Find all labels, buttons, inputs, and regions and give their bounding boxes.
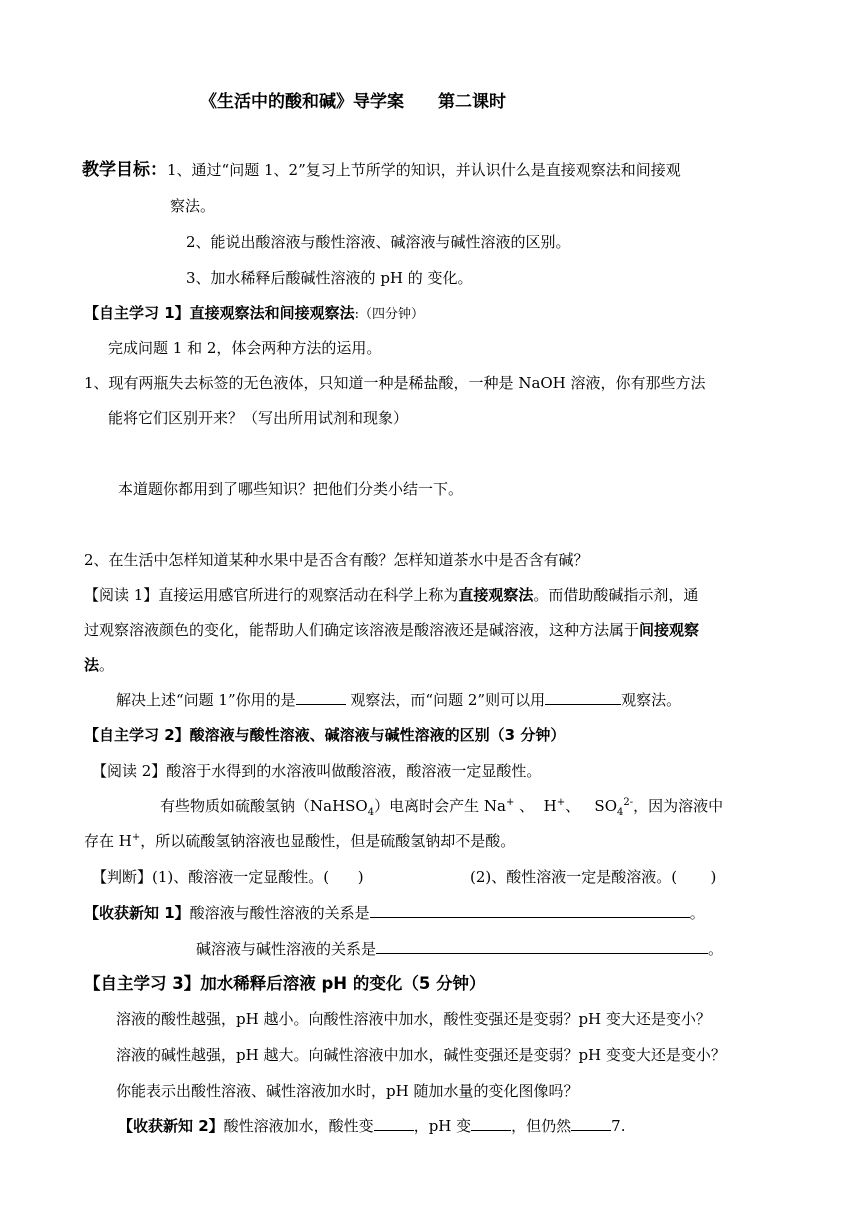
- blank-method-2[interactable]: [545, 690, 621, 705]
- fill-blank-methods: 解决上述“问题 1”你用的是 观察法，而“问题 2”则可以用 观察法。: [116, 691, 682, 709]
- objective-2: 2、能说出酸溶液与酸性溶液、碱溶液与碱性溶液的区别。: [186, 233, 571, 251]
- summary-prompt: 本道题你都用到了哪些知识？把他们分类小结一下。: [118, 480, 464, 498]
- blank-ph[interactable]: [471, 1116, 511, 1131]
- study1-intro: 完成问题 1 和 2，体会两种方法的运用。: [108, 339, 382, 357]
- judge-1: 【判断】(1)、酸溶液一定显酸性。( ): [92, 868, 364, 886]
- objectives-label: 教学目标：: [82, 160, 167, 180]
- objective-1-cont: 察法。: [170, 197, 216, 215]
- question-1-cont: 能将它们区别开来？（写出所用试剂和现象）: [108, 409, 409, 427]
- gain-1-acid: 【收获新知 1】酸溶液与酸性溶液的关系是 。: [84, 904, 705, 922]
- question-2: 2、在生活中怎样知道某种水果中是否含有酸？怎样知道茶水中是否含有碱？: [84, 551, 589, 569]
- study2-heading: 【自主学习 2】酸溶液与酸性溶液、碱溶液与碱性溶液的区别（3 分钟）: [84, 726, 566, 744]
- blank-compare[interactable]: [571, 1116, 611, 1131]
- objectives-line1: [82, 160, 681, 180]
- reading-1: 【阅读 1】直接运用感官所进行的观察活动在科学上称为直接观察法。而借助酸碱指示剂，通: [84, 586, 699, 604]
- study1-heading: 【自主学习 1】直接观察法和间接观察法:（四分钟）: [84, 304, 425, 322]
- reading-1-line2: 过观察溶液颜色的变化，能帮助人们确定该溶液是酸溶液还是碱溶液，这种方法属于间接观察: [84, 621, 700, 639]
- judge-2: (2)、酸性溶液一定是酸溶液。( ): [470, 868, 717, 886]
- reading-2: 【阅读 2】酸溶于水得到的水溶液叫做酸溶液，酸溶液一定显酸性。: [92, 762, 542, 780]
- title-lesson: 第二课时: [438, 92, 506, 112]
- blank-acidity[interactable]: [374, 1116, 414, 1131]
- page-title: [200, 92, 506, 112]
- study3-para-3: 你能表示出酸性溶液、碱性溶液加水时，pH 随加水量的变化图像吗？: [116, 1082, 579, 1100]
- reading-2-line2: 有些物质如硫酸氢钠（NaHSO$_4$）电离时会产生 Na+ 、 H+、 $SO_4^{2-}$，因为溶液中: [160, 797, 724, 818]
- title-main: 《生活中的酸和碱》导学案: [200, 92, 404, 112]
- study3-heading: 【自主学习 3】加水稀释后溶液 pH 的变化（5 分钟）: [84, 974, 486, 993]
- blank-acid-relation[interactable]: [370, 903, 690, 918]
- gain-1-base: 碱溶液与碱性溶液的关系是 。: [196, 940, 724, 958]
- blank-base-relation[interactable]: [376, 939, 708, 954]
- objective-3: 3、加水稀释后酸碱性溶液的 pH 的 变化。: [186, 269, 473, 287]
- blank-method-1[interactable]: [296, 690, 346, 705]
- question-1: 1、现有两瓶失去标签的无色液体，只知道一种是稀盐酸，一种是 NaOH 溶液，你有那些方法: [84, 374, 706, 392]
- study3-para-1: 溶液的酸性越强，pH 越小。向酸性溶液中加水，酸性变强还是变弱？pH 变大还是变小？: [116, 1010, 711, 1028]
- objective-1: 1、通过“问题 1、2”复习上节所学的知识，并认识什么是直接观察法和间接观: [167, 161, 681, 179]
- reading-1-line3: 法。: [84, 656, 115, 674]
- study3-para-2: 溶液的碱性越强，pH 越大。向碱性溶液中加水，碱性变强还是变弱？pH 变变大还是变小？: [116, 1046, 726, 1064]
- reading-2-line3: 存在 H+，所以硫酸氢钠溶液也显酸性，但是硫酸氢钠却不是酸。: [84, 832, 516, 850]
- gain-2: 【收获新知 2】酸性溶液加水，酸性变 ，pH 变 ，但仍然 7.: [118, 1117, 626, 1135]
